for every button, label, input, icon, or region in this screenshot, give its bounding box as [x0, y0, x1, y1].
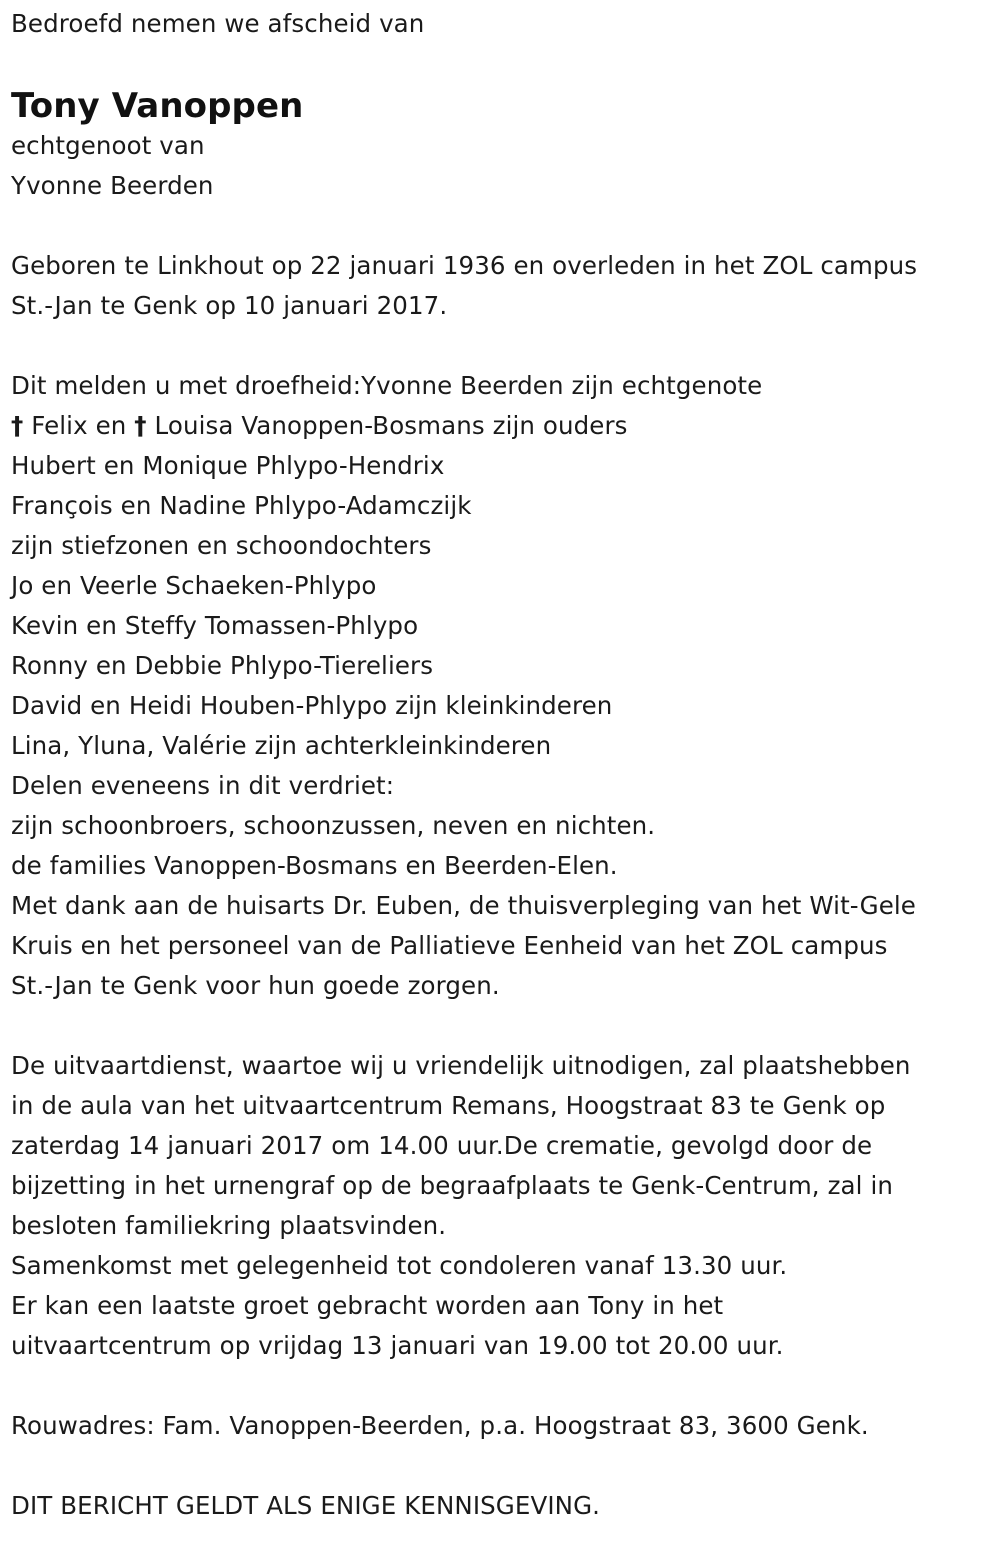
family-line: David en Heidi Houben-Phlypo zijn kleinkinderen — [11, 691, 613, 720]
thanks-line: Kruis en het personeel van de Palliatieve Eenheid van het ZOL campus — [11, 931, 888, 960]
spouse-name: Yvonne Beerden — [11, 171, 214, 200]
mourning-address: Rouwadres: Fam. Vanoppen-Beerden, p.a. Hoogstraat 83, 3600 Genk. — [11, 1411, 869, 1440]
spacer — [11, 1366, 991, 1406]
parents-part-1: Felix en — [31, 411, 127, 440]
announcement-line: Dit melden u met droefheid:Yvonne Beerden zijn echtgenote — [11, 371, 763, 400]
family-line: Kevin en Steffy Tomassen-Phlypo — [11, 611, 419, 640]
service-line: besloten familiekring plaatsvinden. — [11, 1211, 447, 1240]
family-line: Hubert en Monique Phlypo-Hendrix — [11, 451, 445, 480]
notice-text: DIT BERICHT GELDT ALS ENIGE KENNISGEVING. — [11, 1491, 601, 1520]
obituary-document — [11, 4, 991, 1526]
spacer — [11, 206, 991, 246]
family-line: Lina, Yluna, Valérie zijn achterkleinkinderen — [11, 731, 552, 760]
birth-death-line-2: St.-Jan te Genk op 10 januari 2017. — [11, 291, 448, 320]
service-line: Samenkomst met gelegenheid tot condoleren vanaf 13.30 uur. — [11, 1251, 788, 1280]
family-line: Delen eveneens in dit verdriet: — [11, 771, 395, 800]
spacer — [11, 326, 991, 366]
spacer — [11, 1446, 991, 1486]
birth-death-line-1: Geboren te Linkhout op 22 januari 1936 en overleden in het ZOL campus — [11, 251, 918, 280]
family-line: François en Nadine Phlypo-Adamczijk — [11, 491, 472, 520]
service-line: in de aula van het uitvaartcentrum Remans, Hoogstraat 83 te Genk op — [11, 1091, 886, 1120]
spacer — [11, 1006, 991, 1046]
cross-icon: † — [134, 411, 147, 440]
service-line: uitvaartcentrum op vrijdag 13 januari van 19.00 tot 20.00 uur. — [11, 1331, 784, 1360]
service-line: De uitvaartdienst, waartoe wij u vriendelijk uitnodigen, zal plaatshebben — [11, 1051, 911, 1080]
relation-text: echtgenoot van — [11, 131, 205, 160]
parents-part-2: Louisa Vanoppen-Bosmans zijn ouders — [154, 411, 628, 440]
family-line: Ronny en Debbie Phlypo-Tiereliers — [11, 651, 434, 680]
parents-line — [11, 406, 991, 446]
thanks-line: Met dank aan de huisarts Dr. Euben, de thuisverpleging van het Wit-Gele — [11, 891, 916, 920]
intro-text: Bedroefd nemen we afscheid van — [11, 9, 425, 38]
service-line: Er kan een laatste groet gebracht worden aan Tony in het — [11, 1291, 724, 1320]
thanks-line: St.-Jan te Genk voor hun goede zorgen. — [11, 971, 500, 1000]
family-line: Jo en Veerle Schaeken-Phlypo — [11, 571, 377, 600]
family-line: de families Vanoppen-Bosmans en Beerden-Elen. — [11, 851, 618, 880]
deceased-name: Tony Vanoppen — [11, 86, 304, 126]
family-line: zijn stiefzonen en schoondochters — [11, 531, 432, 560]
service-line: zaterdag 14 januari 2017 om 14.00 uur.De crematie, gevolgd door de — [11, 1131, 873, 1160]
cross-icon: † — [11, 411, 24, 440]
family-line: zijn schoonbroers, schoonzussen, neven en nichten. — [11, 811, 656, 840]
service-line: bijzetting in het urnengraf op de begraafplaats te Genk-Centrum, zal in — [11, 1171, 893, 1200]
